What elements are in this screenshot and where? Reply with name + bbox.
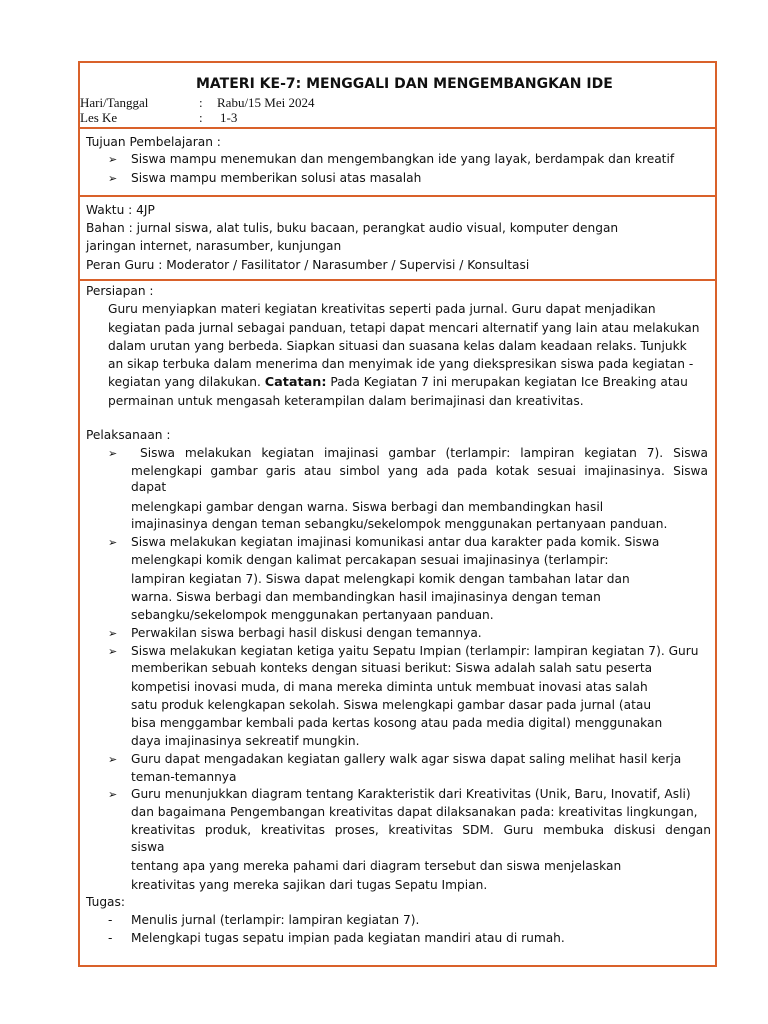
pelaksanaan-item-5: Guru dapat mengadakan kegiatan gallery walk agar siswa dapat saling melihat hasil kerja bbox=[131, 752, 682, 766]
pelaksanaan-item-6: tentang apa yang mereka pahami dari diagram tersebut dan siswa menjelaskan bbox=[131, 859, 622, 873]
pelaksanaan-item-2: sebangku/sekelompok menggunakan pertanyaan panduan. bbox=[131, 608, 494, 622]
pelaksanaan-item-2: lampiran kegiatan 7). Siswa dapat melengkapi komik dengan tambahan latar dan bbox=[131, 572, 630, 586]
pelaksanaan-heading: Pelaksanaan : bbox=[86, 428, 171, 442]
bullet-arrow-icon: ➢ bbox=[108, 172, 118, 185]
pelaksanaan-item-3: Perwakilan siswa berbagi hasil diskusi dengan temannya. bbox=[131, 626, 482, 640]
bullet-arrow-icon: ➢ bbox=[108, 753, 118, 766]
pelaksanaan-item-4: daya imajinasinya sekreatif mungkin. bbox=[131, 734, 360, 748]
tujuan-item: Siswa mampu memberikan solusi atas masalah bbox=[131, 171, 422, 185]
bullet-arrow-icon: ➢ bbox=[108, 645, 118, 658]
pelaksanaan-item-1: Siswa melakukan kegiatan imajinasi gambar (terlampir: lampiran kegiatan 7). Siswa bbox=[140, 446, 708, 460]
page-title: MATERI KE-7: MENGGALI DAN MENGEMBANGKAN IDE bbox=[196, 76, 613, 92]
tugas-item: Menulis jurnal (terlampir: lampiran kegiatan 7). bbox=[131, 913, 420, 927]
catatan-label: Catatan: bbox=[264, 375, 327, 390]
persiapan-line bbox=[108, 373, 688, 392]
pelaksanaan-item-2: warna. Siswa berbagi dan membandingkan hasil imajinasinya dengan teman bbox=[131, 590, 601, 604]
bullet-arrow-icon: ➢ bbox=[108, 788, 118, 801]
divider-info bbox=[80, 279, 715, 281]
les-separator: : bbox=[199, 110, 203, 125]
persiapan-line: kegiatan pada jurnal sebagai panduan, tetapi dapat mencari alternatif yang lain atau melakukan bbox=[108, 321, 700, 335]
pelaksanaan-item-1: melengkapi gambar dengan warna. Siswa berbagi dan membandingkan hasil bbox=[131, 500, 604, 514]
hari-label: Hari/Tanggal bbox=[80, 95, 149, 110]
pelaksanaan-item-6: dan bagaimana Pengembangan kreativitas dapat dilaksanakan pada: kreativitas lingkungan, bbox=[131, 805, 698, 819]
tujuan-heading: Tujuan Pembelajaran : bbox=[86, 135, 221, 149]
pelaksanaan-item-1: dapat bbox=[131, 480, 167, 494]
tujuan-item: Siswa mampu menemukan dan mengembangkan ide yang layak, berdampak dan kreatif bbox=[131, 152, 675, 166]
persiapan-line: permainan untuk mengasah keterampilan dalam berimajinasi dan kreativitas. bbox=[108, 394, 584, 408]
pelaksanaan-item-1: melengkapi gambar garis atau simbol yang ada pada kotak sesuai imajinasinya. Siswa bbox=[131, 464, 708, 478]
bahan-text-cont: jaringan internet, narasumber, kunjungan bbox=[86, 239, 342, 253]
bullet-arrow-icon: ➢ bbox=[108, 447, 118, 460]
hari-separator: : bbox=[199, 95, 203, 110]
persiapan-heading: Persiapan : bbox=[86, 284, 154, 298]
pelaksanaan-item-4: satu produk kelengkapan sekolah. Siswa melengkapi gambar dasar pada jurnal (atau bbox=[131, 698, 652, 712]
peran-guru-text: Peran Guru : Moderator / Fasilitator / Narasumber / Supervisi / Konsultasi bbox=[86, 258, 530, 272]
divider-tujuan bbox=[80, 195, 715, 197]
les-label: Les Ke bbox=[80, 110, 118, 125]
les-value: 1-3 bbox=[220, 110, 238, 125]
pelaksanaan-item-4: memberikan sebuah konteks dengan situasi berikut: Siswa adalah salah satu peserta bbox=[131, 661, 653, 675]
pelaksanaan-item-6: Guru menunjukkan diagram tentang Karakteristik dari Kreativitas (Unik, Baru, Inovatif, Asli) bbox=[131, 787, 691, 801]
waktu-text: Waktu : 4JP bbox=[86, 203, 155, 217]
persiapan-line: an sikap terbuka dalam menerima dan menyimak ide yang diekspresikan siswa pada kegiatan - bbox=[108, 357, 694, 371]
tugas-heading: Tugas: bbox=[86, 895, 125, 909]
dash-bullet: - bbox=[108, 913, 113, 927]
pelaksanaan-item-5: teman-temannya bbox=[131, 770, 237, 784]
pelaksanaan-item-4: Siswa melakukan kegiatan ketiga yaitu Sepatu Impian (terlampir: lampiran kegiatan 7). Guru bbox=[131, 644, 699, 658]
hari-value: Rabu/15 Mei 2024 bbox=[217, 95, 315, 110]
bahan-text: Bahan : jurnal siswa, alat tulis, buku bacaan, perangkat audio visual, komputer dengan bbox=[86, 221, 619, 235]
pelaksanaan-item-2: melengkapi komik dengan kalimat percakapan sesuai imajinasinya (terlampir: bbox=[131, 553, 609, 567]
pelaksanaan-item-6: kreativitas produk, kreativitas proses, kreativitas SDM. Guru membuka diskusi dengan bbox=[131, 823, 711, 837]
bullet-arrow-icon: ➢ bbox=[108, 627, 118, 640]
pelaksanaan-item-4: bisa menggambar kembali pada kertas kosong atau pada media digital) menggunakan bbox=[131, 716, 663, 730]
pelaksanaan-item-2: Siswa melakukan kegiatan imajinasi komunikasi antar dua karakter pada komik. Siswa bbox=[131, 535, 660, 549]
dash-bullet: - bbox=[108, 931, 113, 945]
bullet-arrow-icon: ➢ bbox=[108, 536, 118, 549]
divider-header bbox=[80, 127, 715, 129]
pelaksanaan-item-6: kreativitas yang mereka sajikan dari tugas Sepatu Impian. bbox=[131, 878, 488, 892]
pelaksanaan-item-1: imajinasinya dengan teman sebangku/sekelompok menggunakan pertanyaan panduan. bbox=[131, 517, 668, 531]
pelaksanaan-item-4: kompetisi inovasi muda, di mana mereka diminta untuk membuat inovasi atas salah bbox=[131, 680, 648, 694]
persiapan-line: Guru menyiapkan materi kegiatan kreativitas seperti pada jurnal. Guru dapat menjadikan bbox=[108, 302, 656, 316]
persiapan-line-start: kegiatan yang dilakukan. bbox=[108, 375, 261, 389]
persiapan-line-end: Pada Kegiatan 7 ini merupakan kegiatan Ice Breaking atau bbox=[330, 375, 688, 389]
tugas-item: Melengkapi tugas sepatu impian pada kegiatan mandiri atau di rumah. bbox=[131, 931, 565, 945]
pelaksanaan-item-6: siswa bbox=[131, 840, 165, 854]
bullet-arrow-icon: ➢ bbox=[108, 153, 118, 166]
persiapan-line: dalam urutan yang berbeda. Siapkan situasi dan suasana kelas dalam keadaan relaks. Tunjukk bbox=[108, 339, 687, 353]
